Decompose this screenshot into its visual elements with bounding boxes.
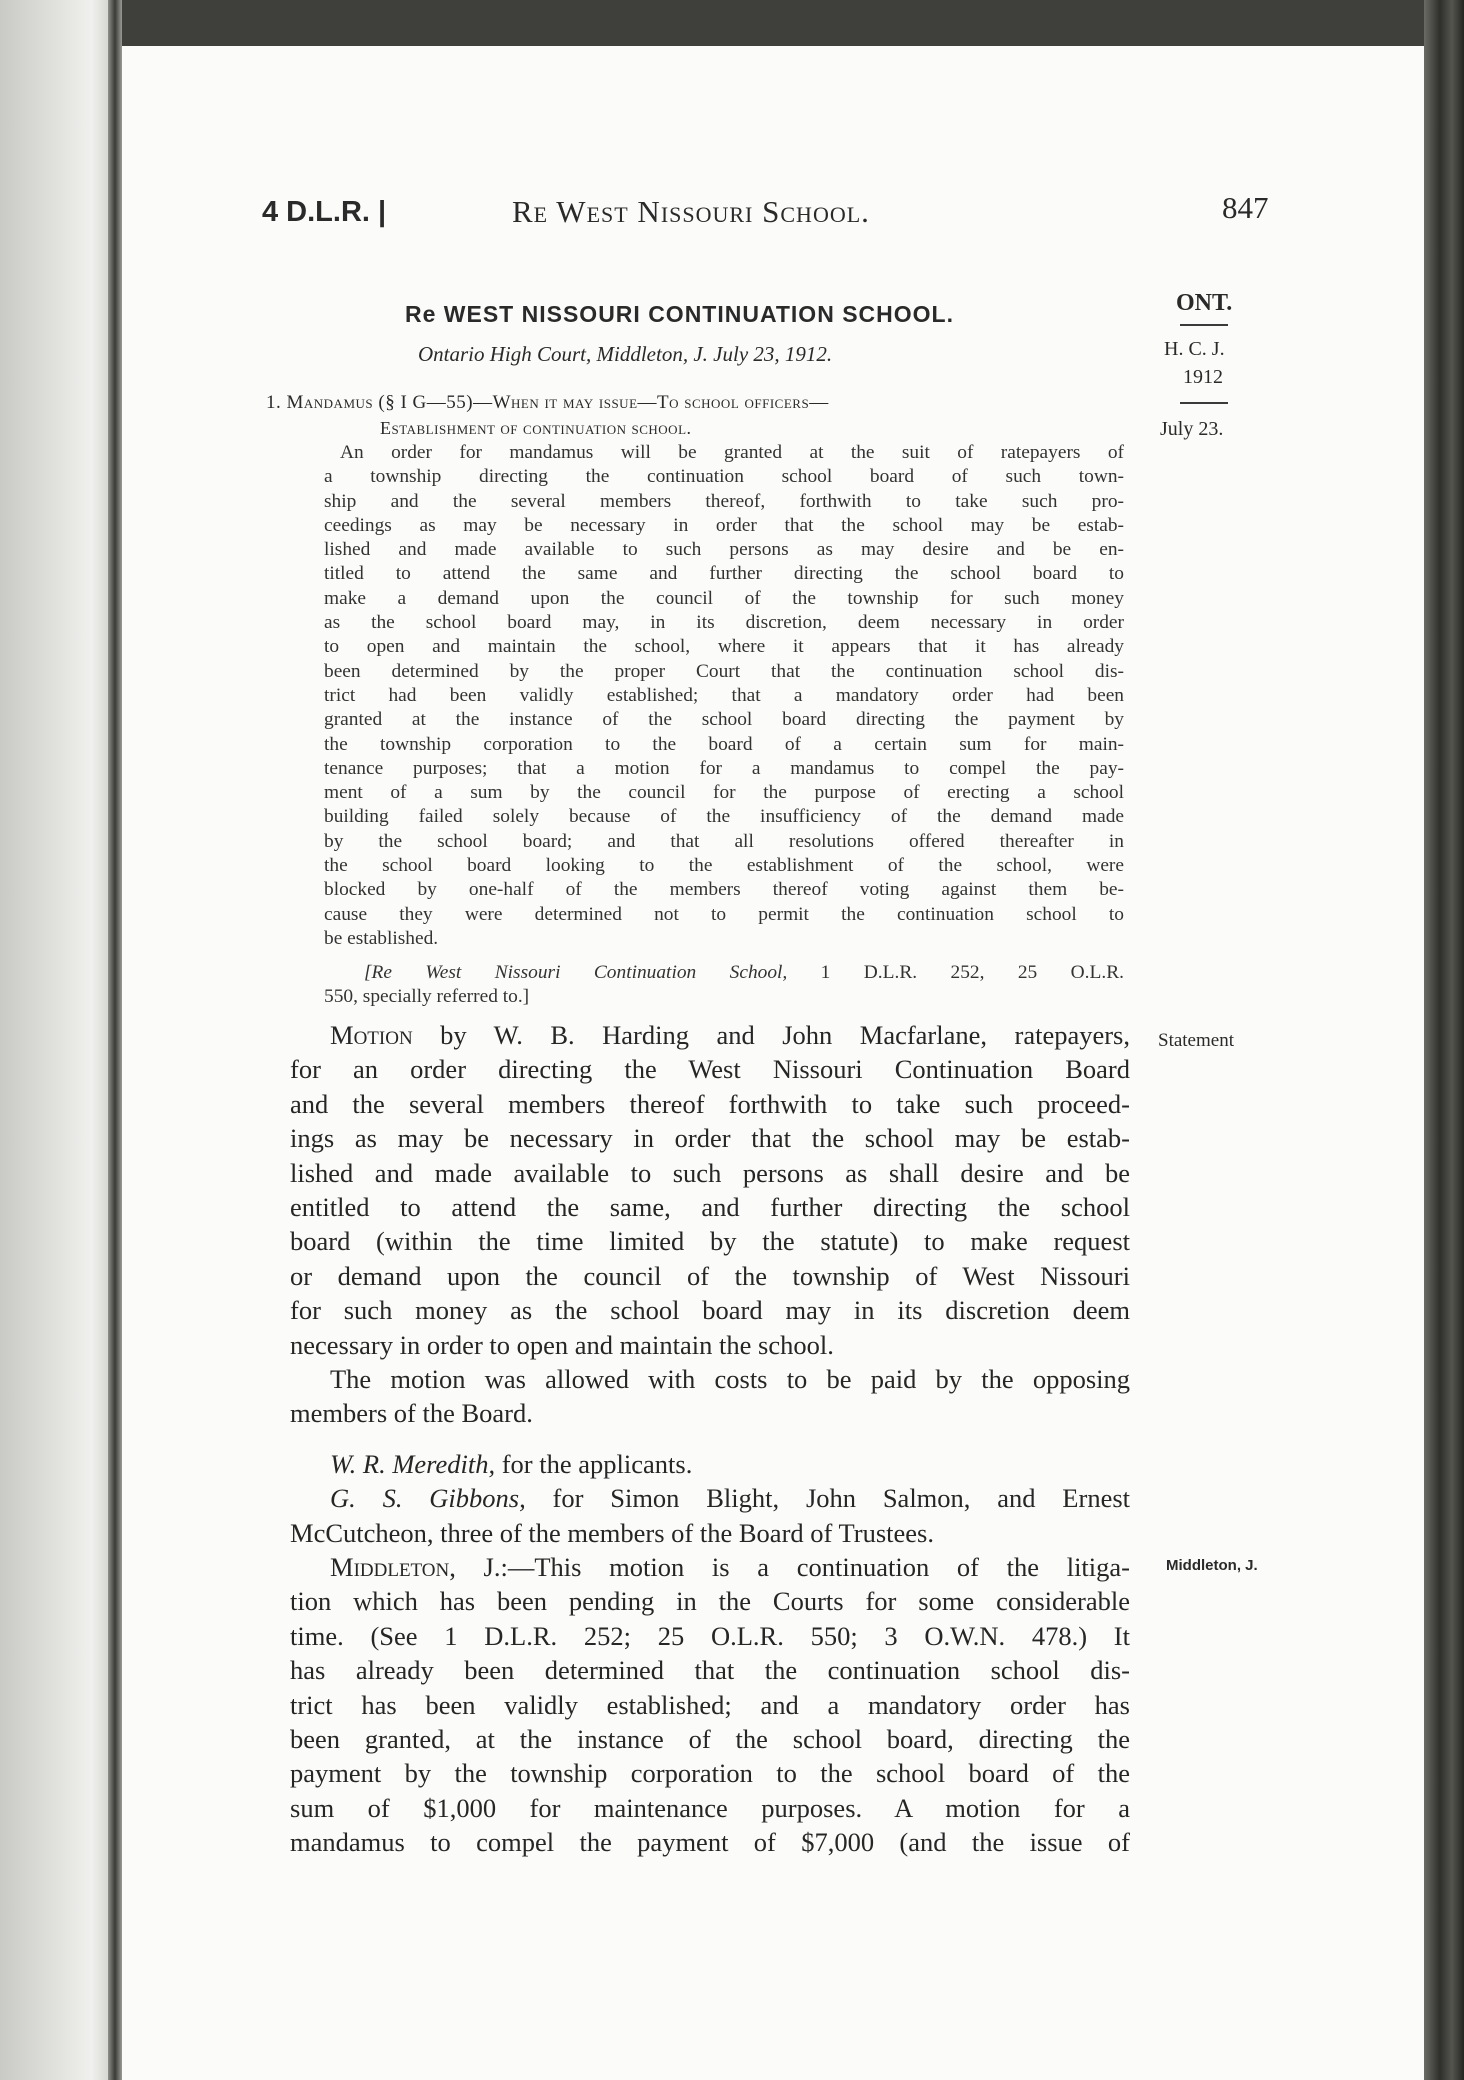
headnote-line: a township directing the continuation school board of such town- xyxy=(324,466,1124,488)
headnote-line: trict had been validly established; that a mandatory order had been xyxy=(324,684,1124,706)
body-line: has already been determined that the continuation school dis- xyxy=(290,1655,1130,1686)
body-line: for an order directing the West Nissouri Continuation Board xyxy=(290,1054,1130,1085)
case-title: Re WEST NISSOURI CONTINUATION SCHOOL. xyxy=(405,301,954,327)
headnote-line: by the school board; and that all resolutions offered thereafter in xyxy=(324,830,1124,852)
sidenote-rule-bottom xyxy=(1180,402,1228,404)
book-spine-edge xyxy=(1424,0,1464,2080)
headnote-line: make a demand upon the council of the township for such money xyxy=(324,587,1124,609)
headnote-line: building failed solely because of the insufficiency of the demand made xyxy=(324,806,1124,828)
judge-lead: Middleton, J. xyxy=(330,1552,501,1582)
reference-citation: 1 D.L.R. 252, 25 O.L.R. xyxy=(787,962,1124,983)
body-line: for such money as the school board may in its discretion deem xyxy=(290,1295,1130,1326)
body-line: and the several members thereof forthwith to take such proceed- xyxy=(290,1088,1130,1119)
counsel-role: for Simon Blight, John Salmon, and Ernest xyxy=(525,1483,1131,1514)
body-line: members of the Board. xyxy=(290,1398,533,1429)
body-line: payment by the township corporation to the school board of the xyxy=(290,1758,1130,1789)
sidenote-judge: Middleton, J. xyxy=(1166,1557,1258,1574)
scan-top-border xyxy=(122,0,1442,46)
headnote-line: the school board looking to the establishment of the school, were xyxy=(324,855,1124,877)
headnote-topic-line-1: 1. Mandamus (§ I G—55)—When it may issue—To school officers— xyxy=(266,392,829,413)
headnote-line: to open and maintain the school, where it appears that it has already xyxy=(324,636,1124,658)
sidenote-date: July 23. xyxy=(1160,418,1224,440)
court-line: Ontario High Court, Middleton, J. July 23, 1912. xyxy=(418,342,833,366)
body-line: or demand upon the council of the township of West Nissouri xyxy=(290,1260,1130,1291)
body-line: been granted, at the instance of the school board, directing the xyxy=(290,1724,1130,1755)
sidenote-court: H. C. J. xyxy=(1164,338,1225,360)
allowed-paragraph xyxy=(290,1362,1130,1431)
headnote-line: titled to attend the same and further directing the school board to xyxy=(324,563,1124,585)
sidenote-province: ONT. xyxy=(1176,290,1233,316)
sidenote-statement: Statement xyxy=(1158,1030,1234,1051)
body-line: sum of $1,000 for maintenance purposes. A motion for a xyxy=(290,1792,1130,1823)
counsel-name: W. R. Meredith, xyxy=(330,1449,496,1479)
reference-line-2: 550, specially referred to.] xyxy=(324,986,530,1008)
sidenote-year: 1912 xyxy=(1183,366,1223,388)
counsel-line-2 xyxy=(290,1481,1130,1515)
headnote-line: been determined by the proper Court that the continuation school dis- xyxy=(324,660,1124,682)
headnote-line: ceedings as may be necessary in order that the school may be estab- xyxy=(324,514,1124,536)
page-number: 847 xyxy=(1222,190,1269,225)
headnote-line: the township corporation to the board of a certain sum for main- xyxy=(324,733,1124,755)
book-gutter xyxy=(108,0,122,2080)
body-line-text: :—This motion is a continuation of the litiga- xyxy=(500,1552,1130,1582)
body-line: ings as may be necessary in order that the school may be estab- xyxy=(290,1123,1130,1154)
headnote-line: lished and made available to such persons as may desire and be en- xyxy=(324,539,1124,561)
body-line-text: by W. B. Harding and John Macfarlane, ratepayers, xyxy=(412,1020,1130,1050)
body-line: tion which has been pending in the Courts for some considerable xyxy=(290,1586,1130,1617)
headnote-line: as the school board may, in its discretion, deem necessary in order xyxy=(324,612,1124,634)
reference-case-name: [Re West Nissouri Continuation School, xyxy=(364,962,788,983)
headnote-line: granted at the instance of the school board directing the payment by xyxy=(324,709,1124,731)
running-title: Re West Nissouri School. xyxy=(512,194,870,229)
body-line xyxy=(290,1550,1130,1584)
body-line: entitled to attend the same, and further directing the school xyxy=(290,1192,1130,1223)
headnote-line: be established. xyxy=(324,927,439,949)
body-line: lished and made available to such persons as shall desire and be xyxy=(290,1157,1130,1188)
headnote-line: tenance purposes; that a motion for a mandamus to compel the pay- xyxy=(324,757,1124,779)
body-line: mandamus to compel the payment of $7,000 (and the issue of xyxy=(290,1827,1130,1858)
report-citation: 4 D.L.R. | xyxy=(262,196,387,228)
headnote-line: ment of a sum by the council for the purpose of erecting a school xyxy=(324,782,1124,804)
counsel-role: for the applicants. xyxy=(495,1449,693,1479)
headnote-line: cause they were determined not to permit the continuation school to xyxy=(324,903,1124,925)
body-line: board (within the time limited by the statute) to make request xyxy=(290,1226,1130,1257)
body-line: The motion was allowed with costs to be paid by the opposing xyxy=(330,1364,1130,1394)
body-line: trict has been validly established; and a mandatory order has xyxy=(290,1689,1130,1720)
counsel-name: G. S. Gibbons, xyxy=(330,1483,526,1514)
headnote-line: blocked by one-half of the members thereof voting against them be- xyxy=(324,879,1124,901)
judgment-paragraph xyxy=(290,1550,1130,1860)
headnote-topic-line-2: Establishment of continuation school. xyxy=(380,418,692,438)
motion-paragraph xyxy=(290,1018,1130,1362)
body-line: time. (See 1 D.L.R. 252; 25 O.L.R. 550; 3 O.W.N. 478.) It xyxy=(290,1620,1130,1651)
body-line: necessary in order to open and maintain the school. xyxy=(290,1329,834,1360)
headnote-text xyxy=(324,441,1124,951)
headnote-reference xyxy=(324,961,1124,1010)
sidenote-rule-top xyxy=(1180,324,1228,326)
counsel-paragraph xyxy=(290,1447,1130,1550)
facing-page-edge xyxy=(0,0,108,2080)
body-line xyxy=(290,1018,1130,1052)
counsel-line-1 xyxy=(290,1447,1130,1481)
reference-line-1 xyxy=(324,961,1124,985)
headnote-line: ship and the several members thereof, forthwith to take such pro- xyxy=(324,490,1124,512)
counsel-line-3: McCutcheon, three of the members of the Board of Trustees. xyxy=(290,1517,934,1548)
headnote-line: An order for mandamus will be granted at the suit of ratepayers of xyxy=(340,442,1124,463)
motion-lead-word: Motion xyxy=(330,1020,413,1050)
